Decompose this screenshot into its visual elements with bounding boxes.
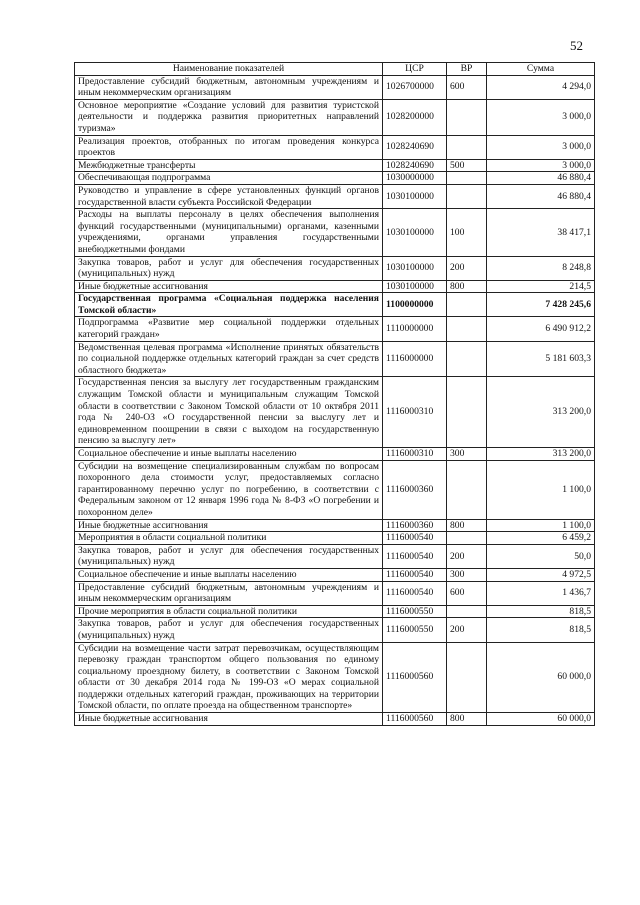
- cell-sum: 7 428 245,6: [487, 293, 595, 317]
- cell-csr: 1116000310: [383, 377, 447, 448]
- cell-vr: [447, 172, 487, 185]
- cell-name: Подпрограмма «Развитие мер социальной поддержки отдельных категорий граждан»: [75, 317, 383, 341]
- cell-vr: [447, 642, 487, 713]
- cell-csr: 1028240690: [383, 135, 447, 159]
- cell-vr: [447, 377, 487, 448]
- table-row: [75, 280, 595, 293]
- cell-vr: 500: [447, 159, 487, 172]
- table-header-row: [75, 63, 595, 76]
- table-row: [75, 581, 595, 605]
- cell-sum: 313 200,0: [487, 377, 595, 448]
- cell-vr: 200: [447, 256, 487, 280]
- cell-csr: 1100000000: [383, 293, 447, 317]
- table-row: [75, 448, 595, 461]
- cell-name: Мероприятия в области социальной политики: [75, 532, 383, 545]
- cell-csr: 1116000540: [383, 568, 447, 581]
- cell-sum: 4 294,0: [487, 75, 595, 99]
- cell-name: Социальное обеспечение и иные выплаты населению: [75, 448, 383, 461]
- cell-vr: 100: [447, 209, 487, 256]
- cell-name: Социальное обеспечение и иные выплаты населению: [75, 568, 383, 581]
- cell-vr: 200: [447, 618, 487, 642]
- table-row: [75, 568, 595, 581]
- cell-sum: 3 000,0: [487, 135, 595, 159]
- cell-csr: 1030100000: [383, 256, 447, 280]
- cell-sum: 60 000,0: [487, 642, 595, 713]
- table-row: [75, 172, 595, 185]
- table-row: [75, 293, 595, 317]
- cell-sum: 1 100,0: [487, 460, 595, 519]
- cell-csr: 1116000550: [383, 605, 447, 618]
- header-sum: Сумма: [487, 63, 595, 76]
- cell-vr: [447, 605, 487, 618]
- cell-sum: 3 000,0: [487, 159, 595, 172]
- cell-vr: 800: [447, 713, 487, 726]
- cell-csr: 1116000360: [383, 519, 447, 532]
- cell-name: Иные бюджетные ассигнования: [75, 519, 383, 532]
- cell-name: Предоставление субсидий бюджетным, автономным учреждениям и иным некоммерческим организациям: [75, 75, 383, 99]
- table-row: [75, 99, 595, 135]
- cell-vr: [447, 293, 487, 317]
- cell-name: Предоставление субсидий бюджетным, автономным учреждениям и иным некоммерческим организациям: [75, 581, 383, 605]
- table-row: [75, 377, 595, 448]
- cell-vr: 600: [447, 581, 487, 605]
- cell-csr: 1116000550: [383, 618, 447, 642]
- table-row: [75, 642, 595, 713]
- table-row: [75, 618, 595, 642]
- cell-name: Реализация проектов, отобранных по итогам проведения конкурса проектов: [75, 135, 383, 159]
- cell-sum: 50,0: [487, 544, 595, 568]
- cell-csr: 1116000560: [383, 642, 447, 713]
- table-row: [75, 184, 595, 208]
- cell-vr: [447, 460, 487, 519]
- table-row: [75, 75, 595, 99]
- cell-sum: 818,5: [487, 618, 595, 642]
- cell-sum: 1 436,7: [487, 581, 595, 605]
- cell-vr: [447, 99, 487, 135]
- cell-sum: 46 880,4: [487, 172, 595, 185]
- cell-sum: 60 000,0: [487, 713, 595, 726]
- cell-sum: 6 459,2: [487, 532, 595, 545]
- cell-csr: 1116000360: [383, 460, 447, 519]
- cell-vr: [447, 341, 487, 377]
- cell-sum: 313 200,0: [487, 448, 595, 461]
- table-row: [75, 135, 595, 159]
- cell-csr: 1030100000: [383, 280, 447, 293]
- cell-csr: 1028240690: [383, 159, 447, 172]
- cell-csr: 1028200000: [383, 99, 447, 135]
- cell-sum: 8 248,8: [487, 256, 595, 280]
- cell-sum: 6 490 912,2: [487, 317, 595, 341]
- cell-name: Иные бюджетные ассигнования: [75, 280, 383, 293]
- cell-sum: 818,5: [487, 605, 595, 618]
- cell-sum: 4 972,5: [487, 568, 595, 581]
- cell-name: Расходы на выплаты персоналу в целях обеспечения выполнения функций государственными (муниципальными) органами, казенными учреждениями, органами управления государственными внебюджетными фондами: [75, 209, 383, 256]
- cell-sum: 5 181 603,3: [487, 341, 595, 377]
- table-row: [75, 159, 595, 172]
- cell-sum: 3 000,0: [487, 99, 595, 135]
- cell-sum: 38 417,1: [487, 209, 595, 256]
- table-row: [75, 605, 595, 618]
- header-csr: ЦСР: [383, 63, 447, 76]
- cell-sum: 1 100,0: [487, 519, 595, 532]
- cell-sum: 46 880,4: [487, 184, 595, 208]
- cell-name: Государственная пенсия за выслугу лет государственным гражданским служащим Томской области и муниципальным служащим Томской области в соответствии с Законом Томской области от 10 октября 2011 года № 240-ОЗ «О государственной пенсии за выслугу лет и единовременном поощрении в связи с выходом на государственную пенсию за выслугу лет»: [75, 377, 383, 448]
- table-row: [75, 544, 595, 568]
- table-row: [75, 317, 595, 341]
- cell-name: Прочие мероприятия в области социальной политики: [75, 605, 383, 618]
- table-row: [75, 341, 595, 377]
- header-vr: ВР: [447, 63, 487, 76]
- cell-csr: 1116000310: [383, 448, 447, 461]
- header-name: Наименование показателей: [75, 63, 383, 76]
- table-row: [75, 460, 595, 519]
- table-row: [75, 209, 595, 256]
- cell-name: Субсидии на возмещение части затрат перевозчикам, осуществляющим перевозку граждан транспортом общего пользования по единому социальному проездному билету, в соответствии с Законом Томской области от 30 декабря 2014 года № 199-ОЗ «О мерах социальной поддержки отдельных категорий граждан, проживающих на территории Томской области, по оплате проезда на общественном транспорте»: [75, 642, 383, 713]
- cell-name: Закупка товаров, работ и услуг для обеспечения государственных (муниципальных) нужд: [75, 544, 383, 568]
- cell-name: Межбюджетные трансферты: [75, 159, 383, 172]
- cell-csr: 1116000540: [383, 544, 447, 568]
- cell-name: Закупка товаров, работ и услуг для обеспечения государственных (муниципальных) нужд: [75, 256, 383, 280]
- cell-csr: 1116000000: [383, 341, 447, 377]
- cell-vr: 800: [447, 280, 487, 293]
- cell-vr: [447, 532, 487, 545]
- cell-csr: 1030000000: [383, 172, 447, 185]
- table-row: [75, 256, 595, 280]
- cell-name: Субсидии на возмещение специализированным службам по вопросам похоронного дела стоимости услуг, предоставляемых согласно гарантированному перечню услуг по погребению, в соответствии с Федеральным законом от 12 января 1996 года № 8-ФЗ «О погребении и похоронном деле»: [75, 460, 383, 519]
- table-row: [75, 713, 595, 726]
- table-row: [75, 532, 595, 545]
- cell-vr: [447, 135, 487, 159]
- cell-csr: 1110000000: [383, 317, 447, 341]
- budget-table: [74, 62, 595, 726]
- cell-name: Руководство и управление в сфере установленных функций органов государственной власти субъекта Российской Федерации: [75, 184, 383, 208]
- cell-name: Ведомственная целевая программа «Исполнение принятых обязательств по социальной поддержке отдельных категорий граждан за счет средств областного бюджета»: [75, 341, 383, 377]
- cell-name: Закупка товаров, работ и услуг для обеспечения государственных (муниципальных) нужд: [75, 618, 383, 642]
- page-number: 52: [570, 38, 583, 53]
- cell-sum: 214,5: [487, 280, 595, 293]
- cell-vr: 300: [447, 568, 487, 581]
- cell-vr: 800: [447, 519, 487, 532]
- cell-vr: 600: [447, 75, 487, 99]
- cell-vr: 200: [447, 544, 487, 568]
- cell-name: Государственная программа «Социальная поддержка населения Томской области»: [75, 293, 383, 317]
- cell-name: Основное мероприятие «Создание условий для развития туристской деятельности и поддержка развития приоритетных направлений туризма»: [75, 99, 383, 135]
- cell-csr: 1026700000: [383, 75, 447, 99]
- cell-name: Обеспечивающая подпрограмма: [75, 172, 383, 185]
- cell-csr: 1030100000: [383, 184, 447, 208]
- cell-vr: 300: [447, 448, 487, 461]
- table-row: [75, 519, 595, 532]
- cell-csr: 1116000560: [383, 713, 447, 726]
- cell-csr: 1116000540: [383, 532, 447, 545]
- cell-vr: [447, 184, 487, 208]
- cell-csr: 1030100000: [383, 209, 447, 256]
- cell-name: Иные бюджетные ассигнования: [75, 713, 383, 726]
- cell-csr: 1116000540: [383, 581, 447, 605]
- cell-vr: [447, 317, 487, 341]
